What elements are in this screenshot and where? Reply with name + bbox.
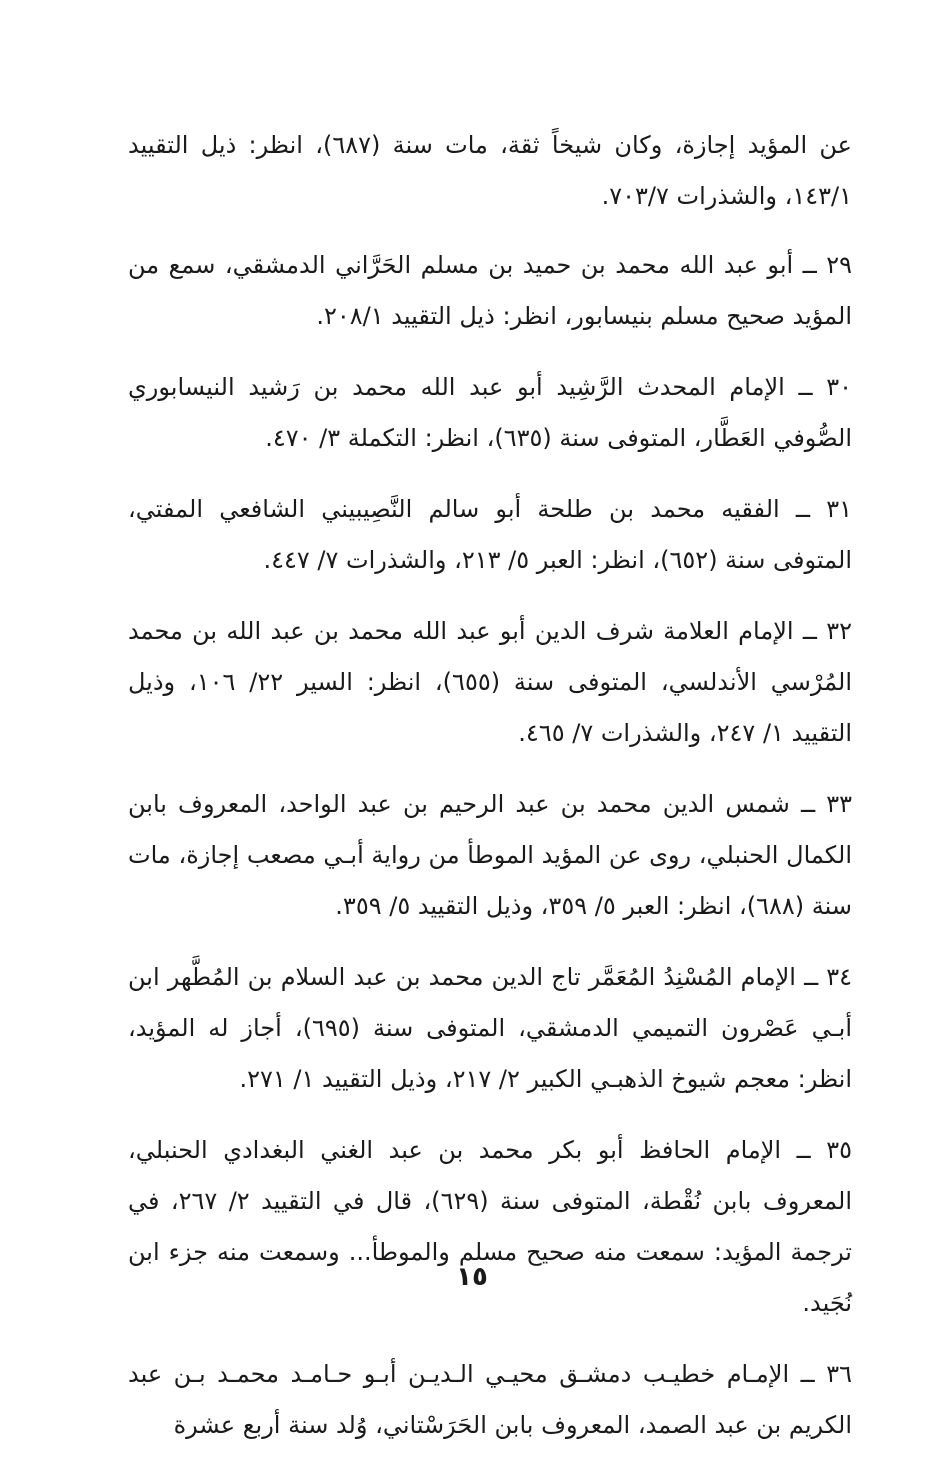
paragraph-entry-35: ٣٥ ــ الإمام الحافظ أبو بكر محمد بن عبد الغني البغدادي الحنبلي، المعروف بابن نُقْطة، المتوفى سنة (٦٢٩)، قال في التقييد ٢/ ٢٦٧، في ترجمة المؤيد: سمعت منه صحيح مسلم والموطأ... وسمعت منه جزء ابن نُجَيد. <box>128 1136 853 1317</box>
paragraph-entry-33: ٣٣ ــ شمس الدين محمد بن عبد الرحيم بن عبد الواحد، المعروف بابن الكمال الحنبلي، روى عن المؤيد الموطأ من رواية أبـي مصعب إجازة، مات سنة (٦٨٨)، انظر: العبر ٥/ ٣٥٩، وذيل التقييد ٥/ ٣٥٩. <box>128 790 852 920</box>
paragraph-entry-34: ٣٤ ــ الإمام المُسْنِدُ المُعَمَّر تاج الدين محمد بن عبد السلام بن المُطَّهر ابن أبـي عَصْرون التميمي الدمشقي، المتوفى سنة (٦٩٥)، أجاز له المؤيد، انظر: معجم شيوخ الذهبـي الكبير ٢/ ٢١٧، وذيل التقييد ١/ ٢٧١. <box>128 963 852 1093</box>
paragraph-entry-36: ٣٦ ــ الإمـام خطيـب دمشـق محيـي الـديـن أبـو حـامـد محمـد بـن عبد الكريم بن عبد الصمد، المعروف بابن الحَرَسْتاني، وُلد سنة أربع عشرة <box>128 1360 852 1439</box>
page-number: ١٥ <box>456 1262 488 1292</box>
paragraph-entry-32: ٣٢ ــ الإمام العلامة شرف الدين أبو عبد الله محمد بن عبد الله بن محمد المُرْسي الأندلسي، المتوفى سنة (٦٥٥)، انظر: السير ٢٢/ ١٠٦، وذيل التقييد ١/ ٢٤٧، والشذرات ٧/ ٤٦٥. <box>128 617 853 747</box>
paragraph-entry-31: ٣١ ــ الفقيه محمد بن طلحة أبو سالم النَّصِيبيني الشافعي المفتي، المتوفى سنة (٦٥٢)، انظر: العبر ٥/ ٢١٣، والشذرات ٧/ ٤٤٧. <box>128 495 852 574</box>
paragraph-entry-29: ٢٩ ــ أبو عبد الله محمد بن حميد بن مسلم الحَرَّاني الدمشقي، سمع من المؤيد صحيح مسلم بنيسابور، انظر: ذيل التقييد ٢٠٨/١. <box>128 251 852 330</box>
paragraph-continuation: عن المؤيد إجازة، وكان شيخاً ثقة، مات سنة (٦٨٧)، انظر: ذيل التقييد ١٤٣/١، والشذرات ٧٠٣/٧. <box>128 131 852 210</box>
paragraph-entry-30: ٣٠ ــ الإمام المحدث الرَّشِيد أبو عبد الله محمد بن رَشيد النيسابوري الصُّوفي العَطَّار، المتوفى سنة (٦٣٥)، انظر: التكملة ٣/ ٤٧٠. <box>128 373 852 452</box>
